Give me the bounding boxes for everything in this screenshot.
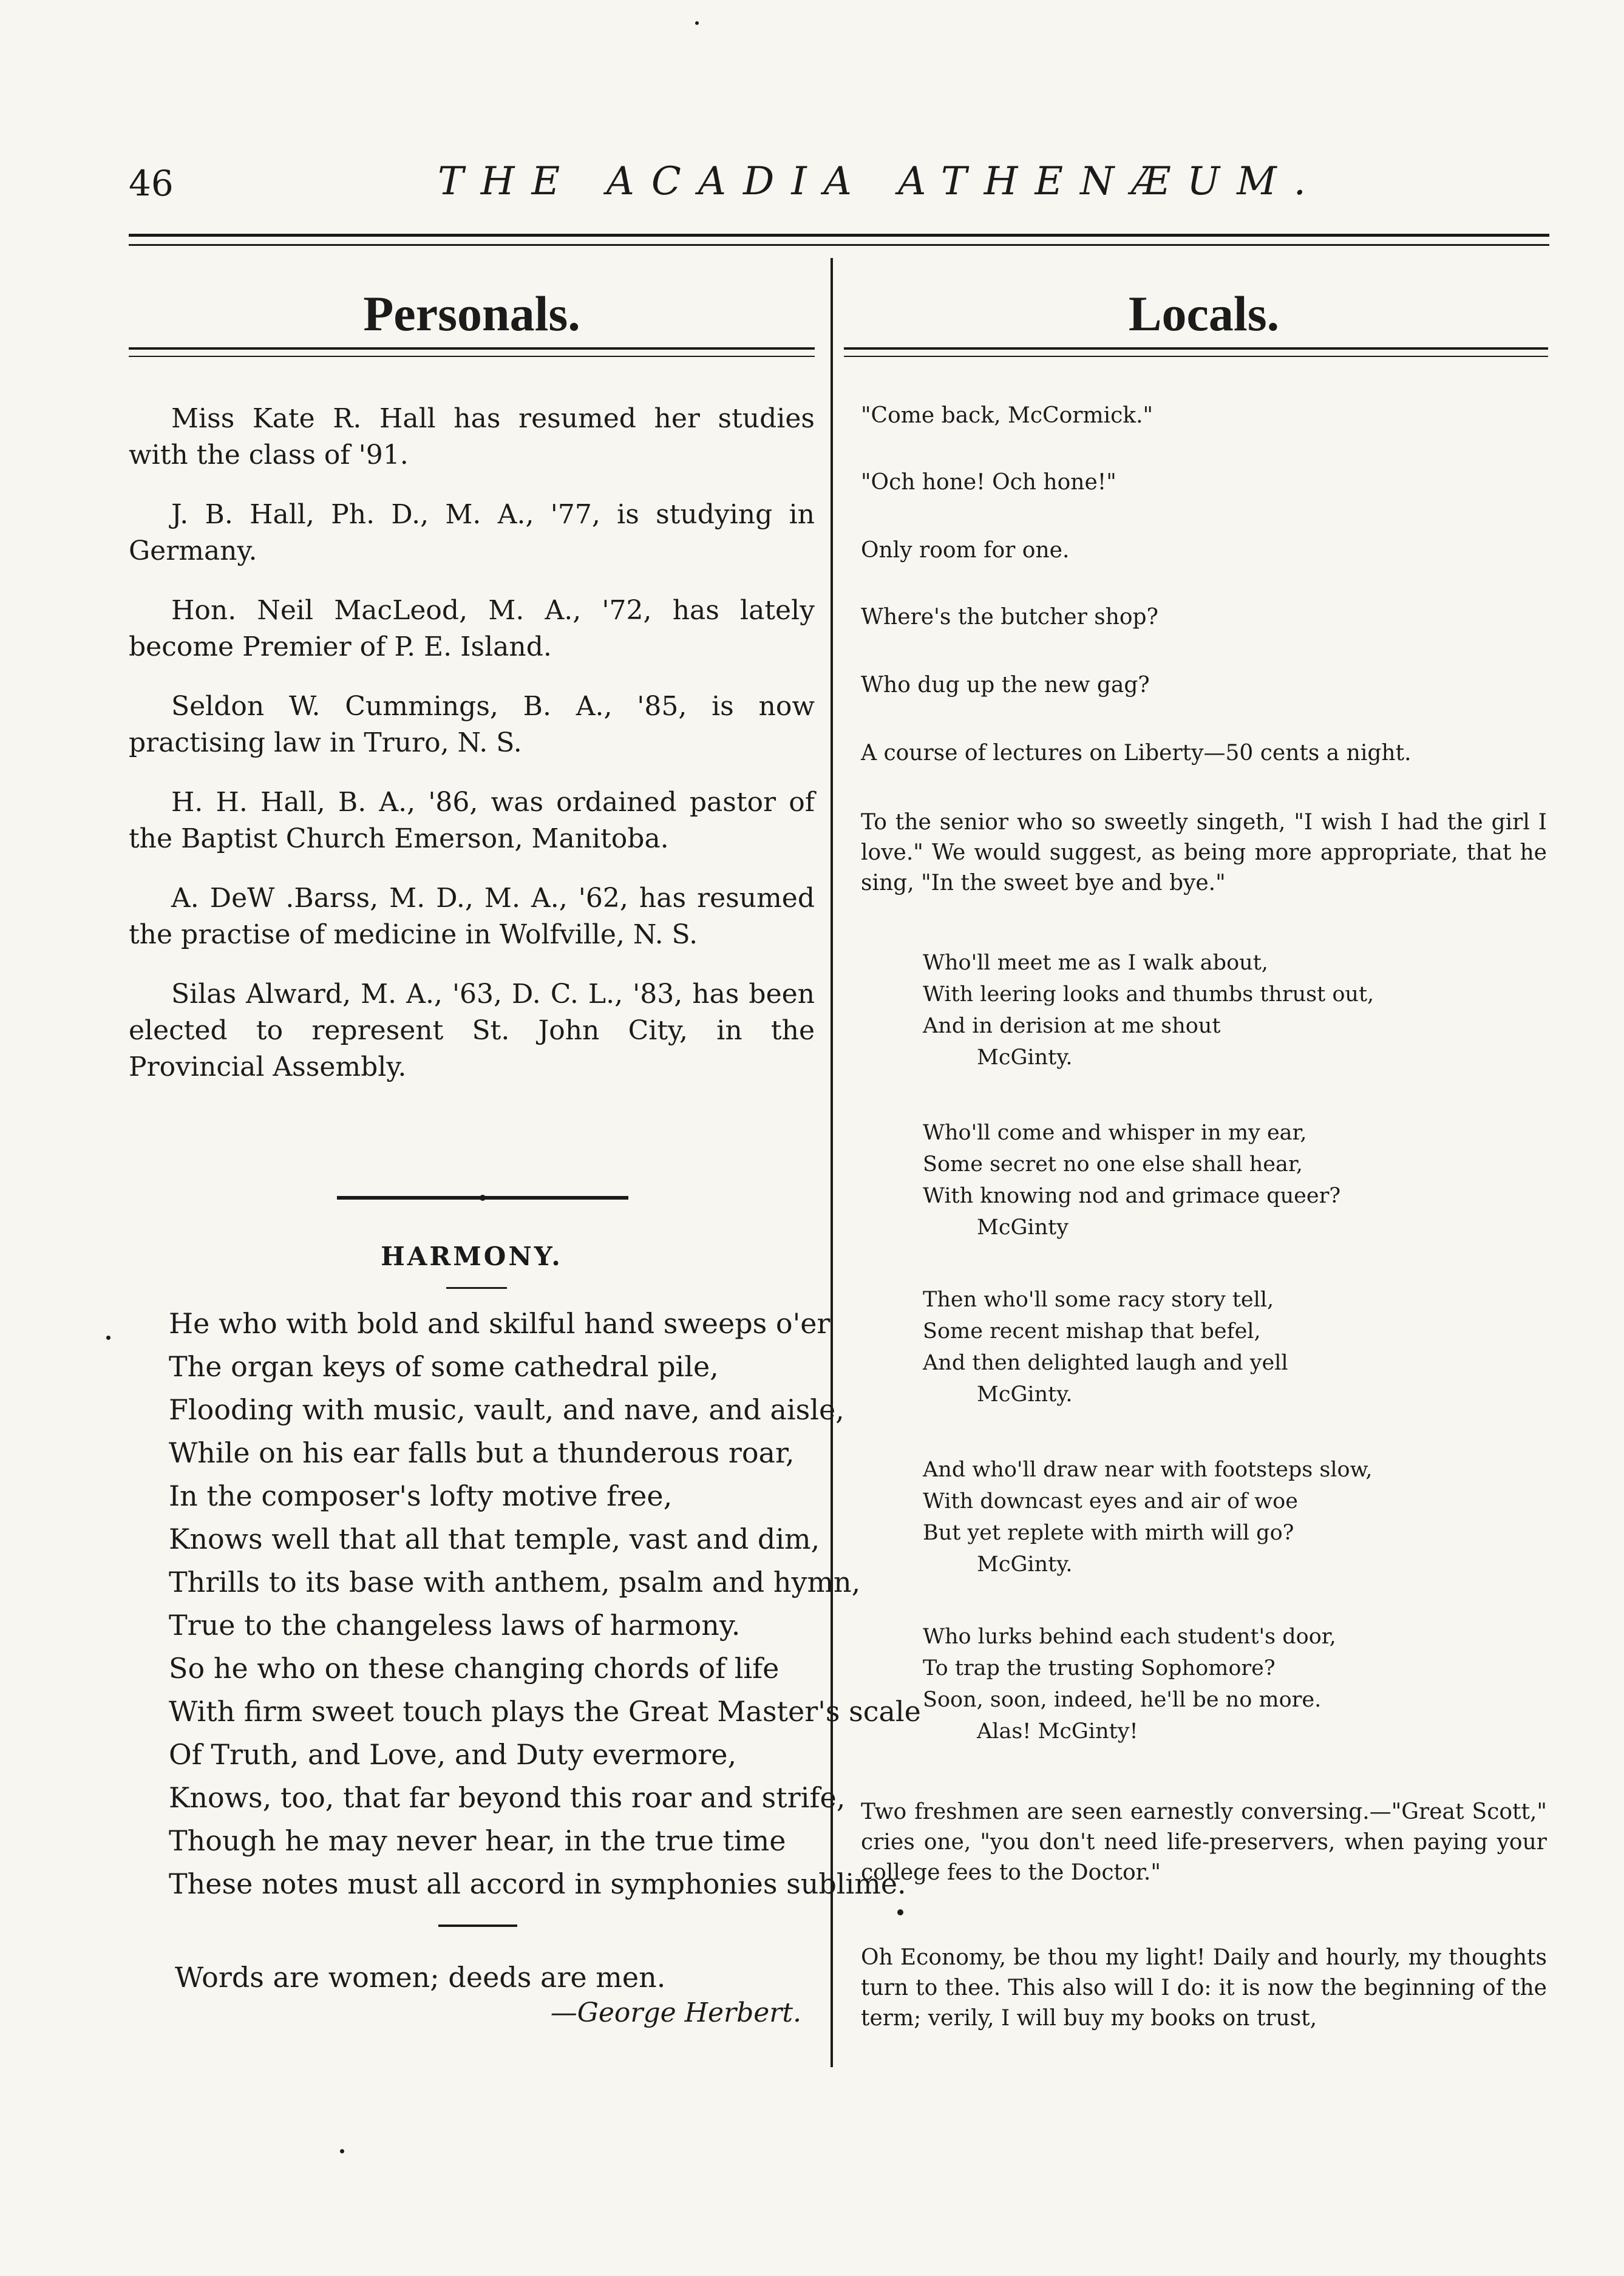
senior-paragraph: To the senior who so sweetly singeth, "I wish I had the girl I love." We would suggest, as being more appropriate, that he sing, "In the sweet bye and bye.": [861, 810, 1547, 895]
quote-author: —George Herbert.: [550, 1997, 801, 2028]
locals-rule-1: [844, 347, 1548, 350]
quote-rule: [438, 1924, 517, 1927]
personal-item: Silas Alward, M. A., '63, D. C. L., '83, has been elected to represent St. John City, in the Provincial Assembly.: [129, 979, 815, 1082]
freshmen-paragraph: Two freshmen are seen earnestly conversing.—"Great Scott," cries one, "you don't need life-preservers, when paying your college fees to the Doctor.": [861, 1799, 1547, 1885]
mcginty-stanza: Then who'll some racy story tell, Some recent mishap that befel, And then delighted laugh and yell McGinty.: [923, 1288, 1288, 1407]
personals-list: [129, 401, 815, 1109]
ornament-dot: [480, 1195, 486, 1201]
local-line: Where's the butcher shop?: [861, 605, 1158, 630]
local-line: "Come back, McCormick.": [861, 403, 1153, 428]
poem-harmony: He who with bold and skilful hand sweeps o'er The organ keys of some cathedral pile, Flooding with music, vault, and nave, and aisle, While on his ear falls but a thunderous roar, In the composer's lofty motive free, Knows well that all that temple, vast and dim, Thrills to its base with anthem, psalm and hymn, True to the changeless laws of harmony. So he who on these changing chords of life With firm sweet touch plays the Great Master's scale Of Truth, and Love, and Duty evermore, Knows, too, that far beyond this roar and strife, Though he may never hear, in the true time These notes must all accord in symphonies sublime.: [169, 1307, 921, 1900]
locals-heading: Locals.: [1128, 286, 1280, 341]
personal-item: H. H. Hall, B. A., '86, was ordained pastor of the Baptist Church Emerson, Manitoba.: [129, 787, 815, 854]
local-line: A course of lectures on Liberty—50 cents a night.: [861, 741, 1412, 766]
personal-item: Seldon W. Cummings, B. A., '85, is now practising law in Truro, N. S.: [129, 691, 815, 758]
locals-rule-2: [844, 356, 1548, 357]
local-line: Who dug up the new gag?: [861, 673, 1150, 698]
print-speck: [106, 1336, 110, 1340]
running-title: THE ACADIA ATHENÆUM.: [438, 159, 1323, 204]
personals-rule-1: [129, 347, 815, 350]
local-line: Only room for one.: [861, 538, 1070, 563]
print-speck: [695, 21, 699, 25]
mcginty-stanza: Who'll come and whisper in my ear, Some secret no one else shall hear, With knowing nod and grimace queer? McGinty: [923, 1121, 1341, 1240]
personals-rule-2: [129, 356, 815, 357]
mcginty-stanza: And who'll draw near with footsteps slow, With downcast eyes and air of woe But yet replete with mirth will go? McGinty.: [923, 1458, 1373, 1577]
header-rule-bottom: [129, 244, 1549, 246]
poem-title: HARMONY.: [381, 1242, 563, 1271]
mcginty-stanza: Who lurks behind each student's door, To trap the trusting Sophomore? Soon, soon, indeed, he'll be no more. Alas! McGinty!: [923, 1625, 1336, 1744]
economy-paragraph: Oh Economy, be thou my light! Daily and hourly, my thoughts turn to thee. This also will I do: it is now the beginning of the term; verily, I will buy my books on trust,: [861, 1945, 1547, 2031]
header-rule-top: [129, 234, 1549, 237]
locals-short-items: [861, 401, 1547, 769]
mcginty-stanza: Who'll meet me as I walk about, With leering looks and thumbs thrust out, And in derision at me shout McGinty.: [923, 951, 1374, 1070]
personals-heading: Personals.: [363, 286, 580, 341]
personal-item: A. DeW .Barss, M. D., M. A., '62, has resumed the practise of medicine in Wolfville, N. S.: [129, 883, 815, 950]
separator-dot: [897, 1909, 903, 1915]
local-line: "Och hone! Och hone!": [861, 470, 1116, 495]
personal-item: J. B. Hall, Ph. D., M. A., '77, is studying in Germany.: [129, 499, 815, 566]
poem-title-rule: [446, 1287, 507, 1289]
personal-item: Miss Kate R. Hall has resumed her studies with the class of '91.: [129, 403, 815, 470]
print-speck: [340, 2149, 344, 2153]
page-number: 46: [129, 163, 174, 204]
personal-item: Hon. Neil MacLeod, M. A., '72, has lately become Premier of P. E. Island.: [129, 595, 815, 662]
quote-text: Words are women; deeds are men.: [175, 1961, 666, 1994]
